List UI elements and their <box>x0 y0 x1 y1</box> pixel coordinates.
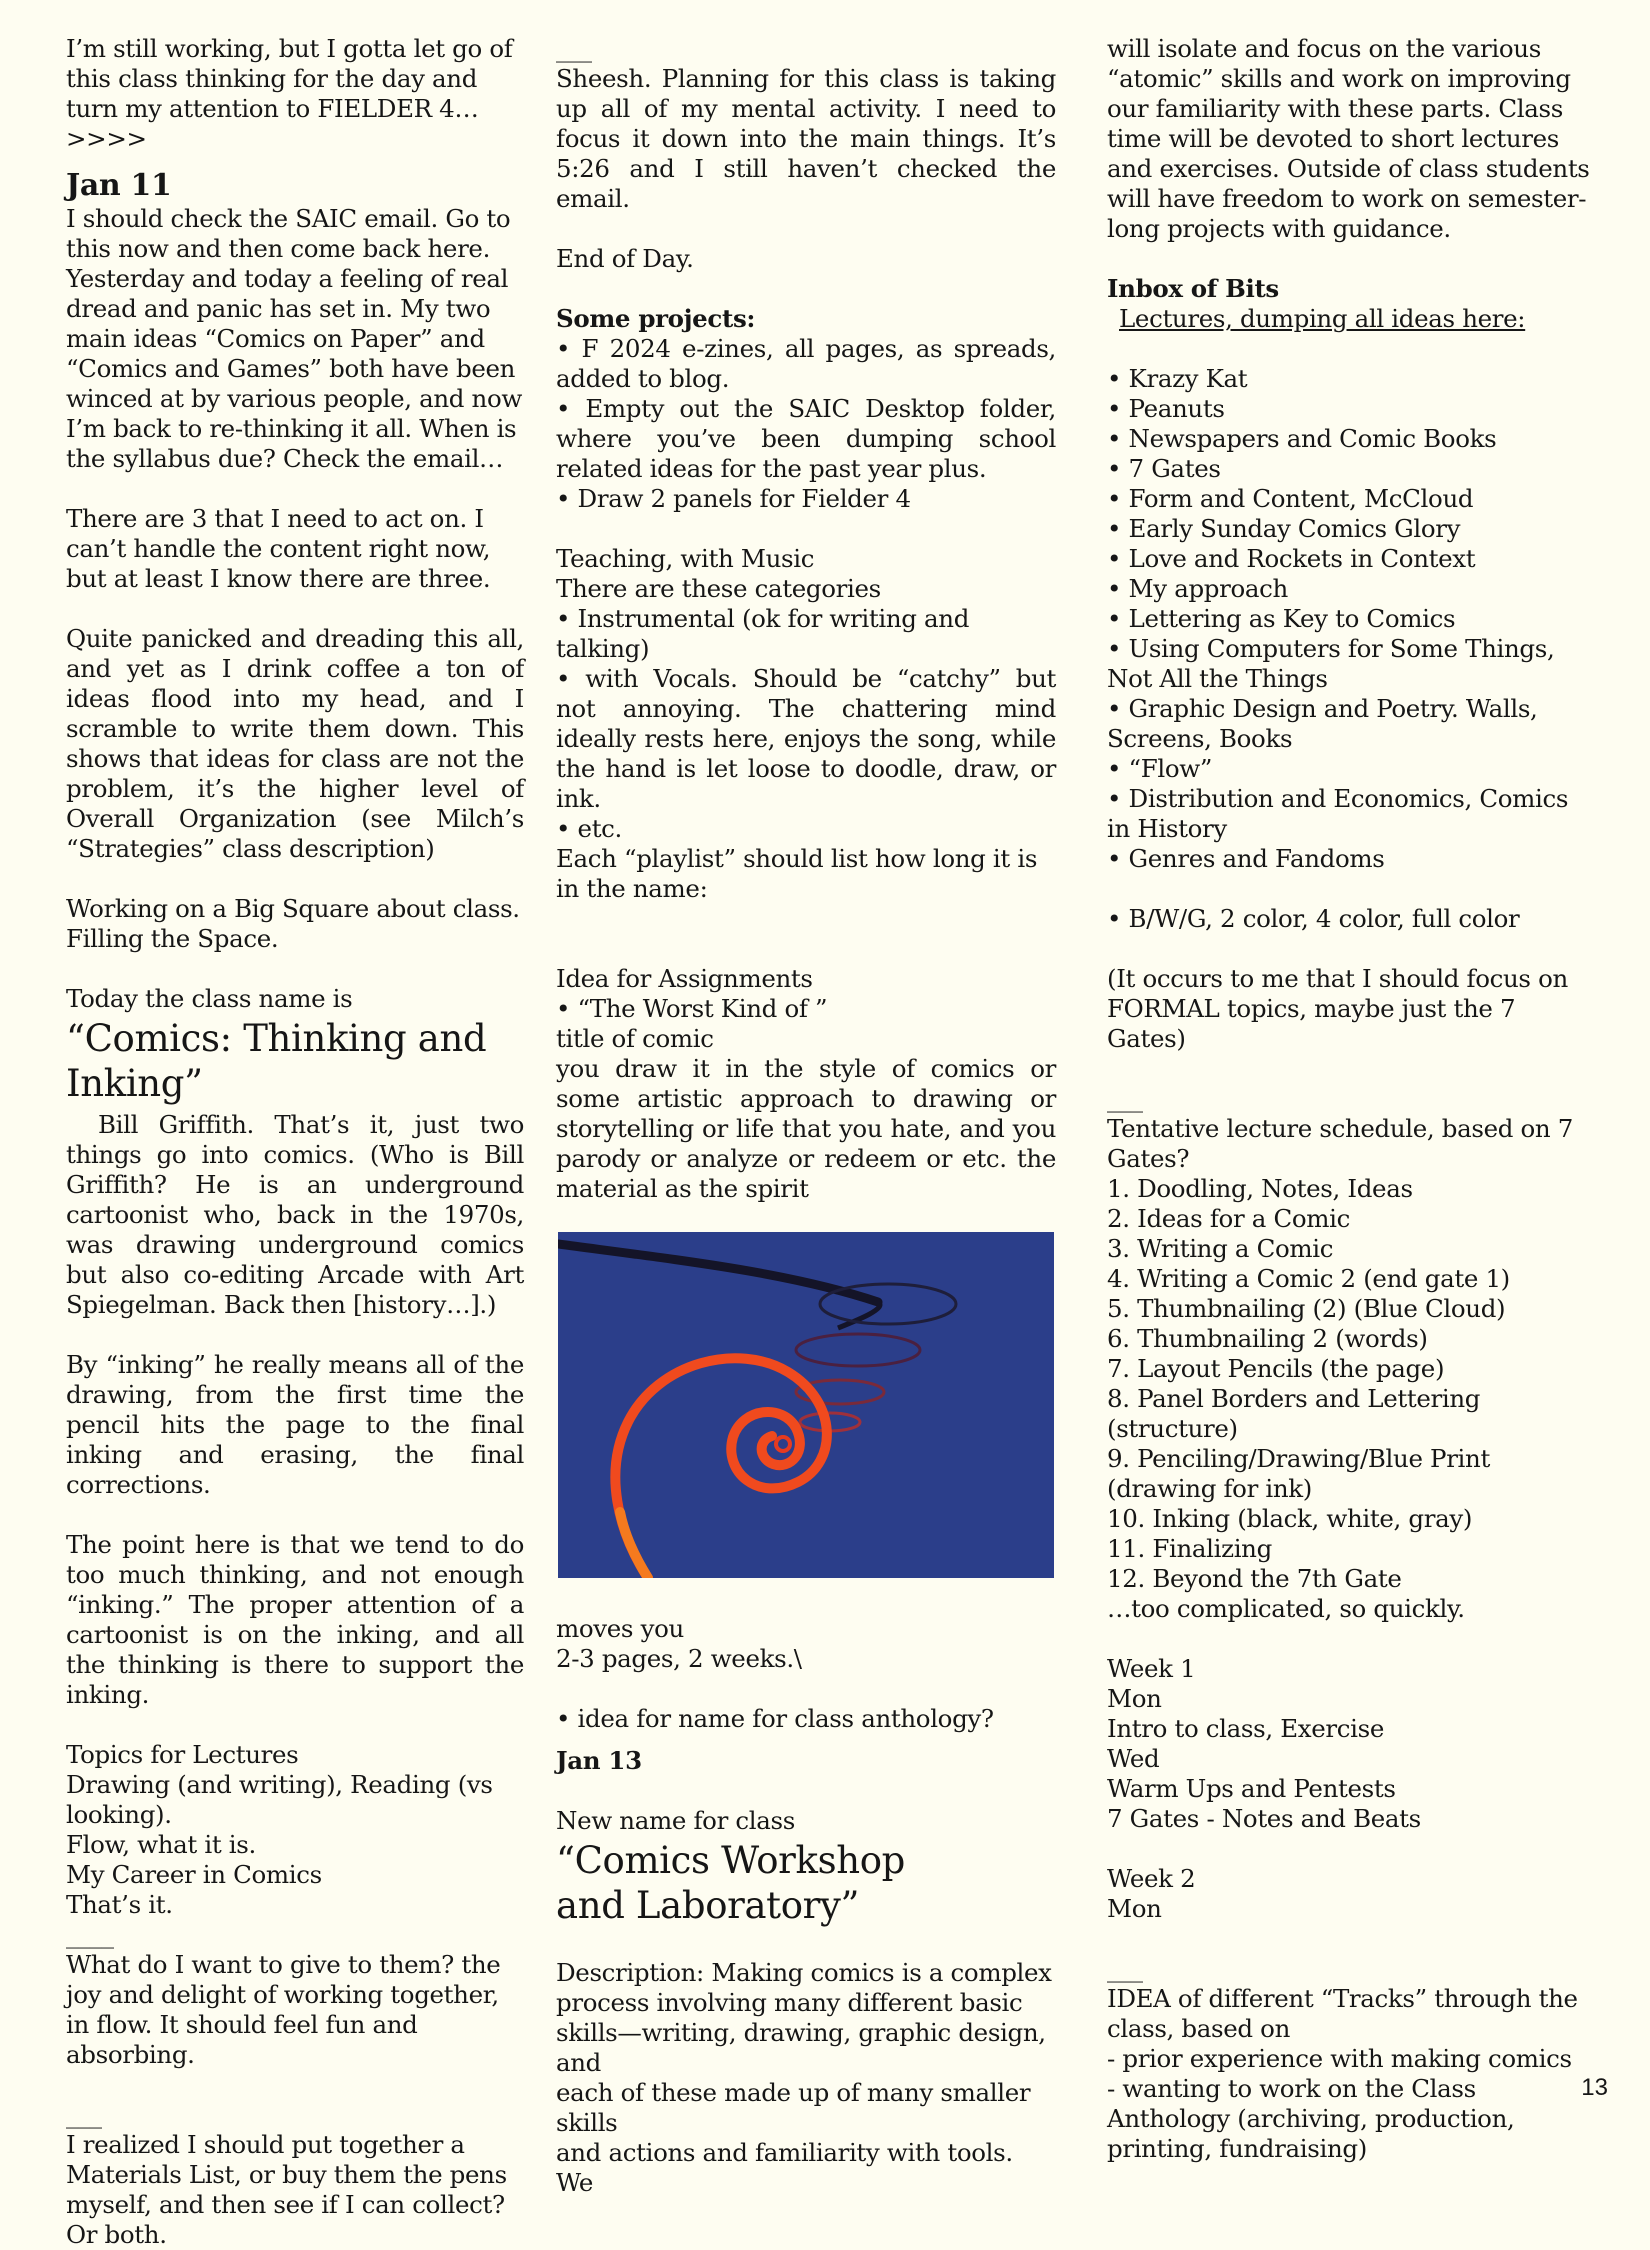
line: Warm Ups and Pentests <box>1107 1774 1396 1803</box>
list-item: • Early Sunday Comics Glory <box>1107 514 1461 543</box>
list-item: 3. Writing a Comic <box>1107 1234 1334 1263</box>
paragraph: Quite panicked and dreading this all, and yet as I drink coffee a ton of ideas flood into my head, and I scramble to write them down. This shows that ideas for class are not the problem, it’s the higher level of Overall Organization (see Milch’s “Strategies” class description) <box>66 624 524 863</box>
list-item: - prior experience with making comics <box>1107 2044 1572 2073</box>
column-middle <box>556 34 1056 2198</box>
list-item: Flow, what it is. <box>66 1830 256 1859</box>
line: skills—writing, drawing, graphic design, and <box>556 2018 1046 2077</box>
spiral-painting-image <box>558 1232 1054 1578</box>
list-item: • Newspapers and Comic Books <box>1107 424 1497 453</box>
list-item: • “Flow” <box>1107 754 1213 783</box>
list-item: That’s it. <box>66 1890 173 1919</box>
date-heading-jan-11: Jan 11 <box>66 168 172 203</box>
line: Idea for Assignments <box>556 964 813 993</box>
paragraph: By “inking” he really means all of the drawing, from the first time the pencil hits the page to the final inking and erasing, the final corrections. <box>66 1350 524 1499</box>
list-item: • B/W/G, 2 color, 4 color, full color <box>1107 904 1520 933</box>
new-class-title-line-2: and Laboratory” <box>556 1884 860 1927</box>
list-item: • “The Worst Kind of ” <box>556 994 828 1023</box>
line: New name for class <box>556 1806 795 1835</box>
line: Week 1 <box>1107 1654 1196 1683</box>
section-subheading: Lectures, dumping all ideas here: <box>1119 304 1526 333</box>
intro-paragraph: I’m still working, but I gotta let go of this class thinking for the day and turn my attention to FIELDER 4… >>>> <box>66 34 513 153</box>
list-item: 4. Writing a Comic 2 (end gate 1) <box>1107 1264 1510 1293</box>
line: I realized I should put together a <box>66 2130 465 2159</box>
line: 2-3 pages, 2 weeks.\ <box>556 1644 802 1673</box>
line: Week 2 <box>1107 1864 1196 1893</box>
paragraph: Today the class name is <box>66 984 353 1013</box>
list-item: • etc. <box>556 814 622 843</box>
line: myself, and then see if I can collect? <box>66 2190 505 2219</box>
list-item: Topics for Lectures <box>66 1740 299 1769</box>
list-item: 10. Inking (black, white, gray) <box>1107 1504 1473 1533</box>
paragraph: End of Day. <box>556 244 694 273</box>
line: title of comic <box>556 1024 714 1053</box>
paragraph: What do I want to give to them? the joy and delight of working together, in flow. It should feel fun and absorbing. <box>66 1950 501 2069</box>
divider-rule: ___ <box>556 34 592 63</box>
list-item: • F 2024 e-zines, all pages, as spreads, added to blog. <box>556 334 1056 393</box>
list-item: 8. Panel Borders and Lettering (structure) <box>1107 1384 1481 1443</box>
divider-rule: ___ <box>1107 1954 1143 1983</box>
line: Intro to class, Exercise <box>1107 1714 1384 1743</box>
divider-rule: ___ <box>66 2100 102 2129</box>
list-item: • 7 Gates <box>1107 454 1221 483</box>
column-right <box>1107 34 1597 2164</box>
section-heading: Inbox of Bits <box>1107 274 1279 303</box>
line: Wed <box>1107 1744 1160 1773</box>
paragraph: (It occurs to me that I should focus on FORMAL topics, maybe just the 7 Gates) <box>1107 964 1568 1053</box>
line: Mon <box>1107 1894 1162 1923</box>
page-number: 13 <box>1581 2074 1608 2101</box>
section-heading: Some projects: <box>556 304 756 333</box>
list-item: • Graphic Design and Poetry. Walls, Screens, Books <box>1107 694 1538 753</box>
date-heading-jan-13: Jan 13 <box>556 1746 642 1775</box>
line: Materials List, or buy them the pens <box>66 2160 507 2189</box>
line: …too complicated, so quickly. <box>1107 1594 1465 1623</box>
list-item: • Instrumental (ok for writing and talking) <box>556 604 970 663</box>
list-item: 11. Finalizing <box>1107 1534 1272 1563</box>
list-item: • Using Computers for Some Things, Not All the Things <box>1107 634 1555 693</box>
spiral-artwork <box>558 1232 1054 1578</box>
list-item: • Genres and Fandoms <box>1107 844 1385 873</box>
line: Description: Making comics is a complex <box>556 1958 1052 1987</box>
line: Or both. <box>66 2220 167 2249</box>
list-item: 5. Thumbnailing (2) (Blue Cloud) <box>1107 1294 1506 1323</box>
list-item: • idea for name for class anthology? <box>556 1704 994 1733</box>
paragraph: Working on a Big Square about class. Filling the Space. <box>66 894 520 953</box>
line: each of these made up of many smaller skills <box>556 2078 1031 2137</box>
list-item: Drawing (and writing), Reading (vs looking). <box>66 1770 493 1829</box>
divider-rule: ____ <box>66 1920 114 1949</box>
list-item: • Peanuts <box>1107 394 1225 423</box>
line: moves you <box>556 1614 684 1643</box>
list-item: • Krazy Kat <box>1107 364 1248 393</box>
list-item: • Love and Rockets in Context <box>1107 544 1476 573</box>
paragraph: I should check the SAIC email. Go to this now and then come back here. Yesterday and today a feeling of real dread and panic has set in. My two main ideas “Comics on Paper” and “Comics and Games” both have been winced at by various people, and now I’m back to re-thinking it all. When is the syllabus due? Check the email… <box>66 204 522 473</box>
list-item: • Draw 2 panels for Fielder 4 <box>556 484 911 513</box>
paragraph: There are 3 that I need to act on. I can’t handle the content right now, but at least I know there are three. <box>66 504 491 593</box>
paragraph: Sheesh. Planning for this class is taking up all of my mental activity. I need to focus it down into the main things. It’s 5:26 and I still haven’t checked the email. <box>556 64 1056 213</box>
list-item: • My approach <box>1107 574 1288 603</box>
list-item: 2. Ideas for a Comic <box>1107 1204 1350 1233</box>
list-item: • Form and Content, McCloud <box>1107 484 1474 513</box>
line: 7 Gates - Notes and Beats <box>1107 1804 1421 1833</box>
line: and actions and familiarity with tools. We <box>556 2138 1013 2197</box>
new-class-title-line-1: “Comics Workshop <box>556 1839 905 1882</box>
paragraph: you draw it in the style of comics or some artistic approach to drawing or storytelling or life that you hate, and you parody or analyze or redeem or etc. the material as the spirit <box>556 1054 1056 1203</box>
list-item: • with Vocals. Should be “catchy” but not annoying. The chattering mind ideally rests here, enjoys the song, while the hand is let loose to doodle, draw, or ink. <box>556 664 1056 813</box>
line: process involving many different basic <box>556 1988 1023 2017</box>
paragraph: will isolate and focus on the various “atomic” skills and work on improving our familiarity with these parts. Class time will be devoted to short lectures and exercises. Outside of class students will have freedom to work on semester-long projects with guidance. <box>1107 34 1590 243</box>
list-item: 1. Doodling, Notes, Ideas <box>1107 1174 1413 1203</box>
list-item: 6. Thumbnailing 2 (words) <box>1107 1324 1428 1353</box>
line: Each “playlist” should list how long it is in the name: <box>556 844 1038 903</box>
list-item: • Empty out the SAIC Desktop folder, where you’ve been dumping school related ideas for the past year plus. <box>556 394 1056 483</box>
paragraph: Bill Griffith. That’s it, just two things go into comics. (Who is Bill Griffith? He is an underground cartoonist who, back in the 1970s, was drawing underground comics but also co-editing Arcade with Art Spiegelman. Back then [history…].) <box>66 1110 524 1319</box>
line: Tentative lecture schedule, based on 7 Gates? <box>1107 1114 1574 1173</box>
column-left <box>66 34 524 2250</box>
line: Mon <box>1107 1684 1162 1713</box>
list-item: 7. Layout Pencils (the page) <box>1107 1354 1445 1383</box>
list-item: 9. Penciling/Drawing/Blue Print (drawing for ink) <box>1107 1444 1490 1503</box>
line: Teaching, with Music <box>556 544 815 573</box>
list-item: My Career in Comics <box>66 1860 322 1889</box>
list-item: • Distribution and Economics, Comics in History <box>1107 784 1569 843</box>
line: IDEA of different “Tracks” through the class, based on <box>1107 1984 1578 2043</box>
list-item: 12. Beyond the 7th Gate <box>1107 1564 1402 1593</box>
list-item: • Lettering as Key to Comics <box>1107 604 1456 633</box>
list-item: - wanting to work on the Class Anthology (archiving, production, printing, fundraising) <box>1107 2074 1515 2163</box>
class-title: “Comics: Thinking and Inking” <box>66 1017 487 1105</box>
line: There are these categories <box>556 574 881 603</box>
divider-rule: ___ <box>1107 1084 1143 1113</box>
paragraph: The point here is that we tend to do too much thinking, and not enough “inking.” The proper attention of a cartoonist is on the inking, and all the thinking is there to support the inking. <box>66 1530 524 1709</box>
